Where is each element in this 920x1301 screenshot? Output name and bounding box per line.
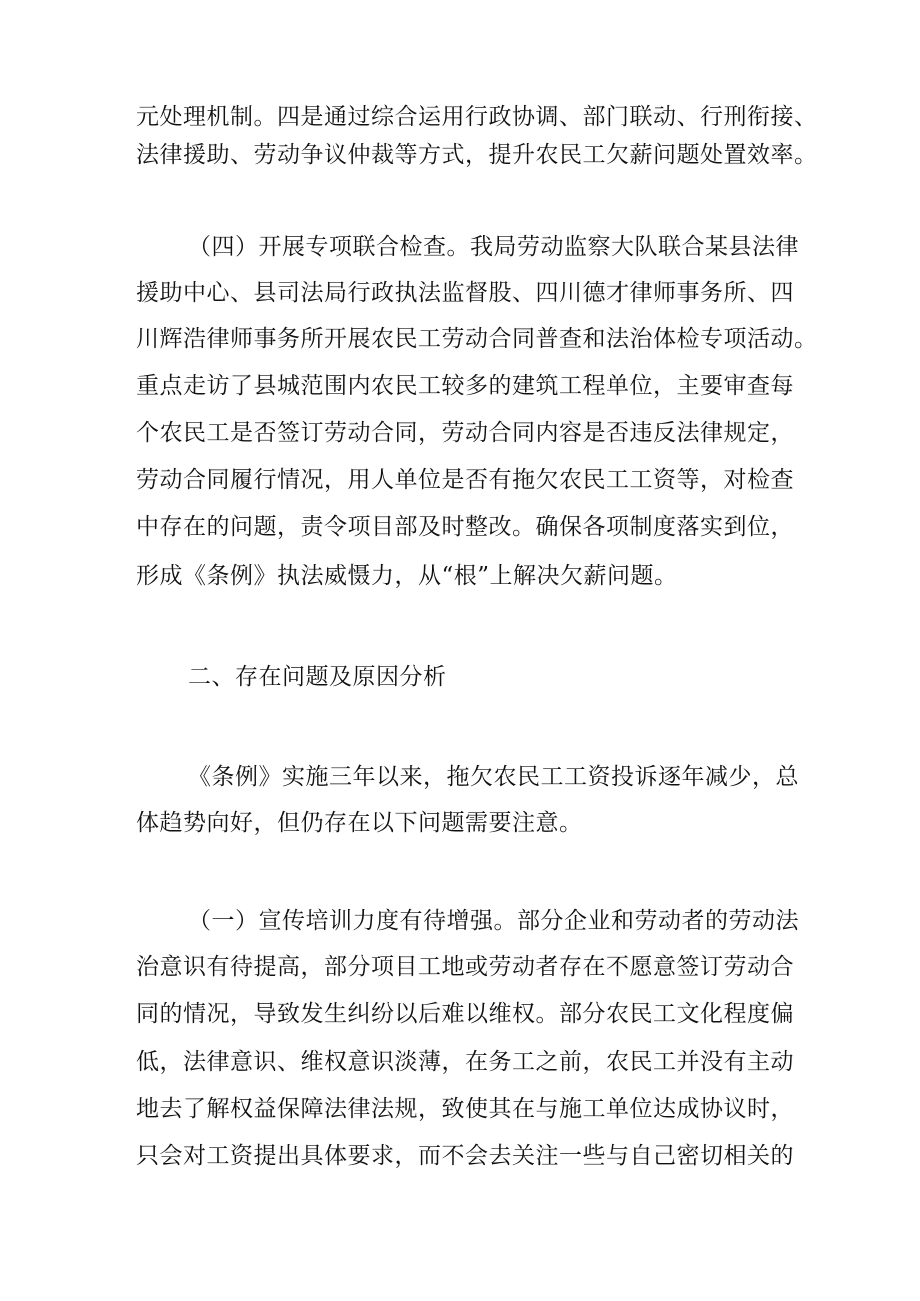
text-line: 个农民工是否签订劳动合同，劳动合同内容是否违反法律规定， bbox=[136, 420, 794, 446]
text-line: 形成《条例》执法威慑力，从“根”上解决欠薪问题。 bbox=[136, 563, 678, 589]
text-line: 治意识有待提高，部分项目工地或劳动者存在不愿意签订劳动合 bbox=[136, 954, 794, 980]
text-line: 元处理机制。四是通过综合运用行政协调、部门联动、行刑衔接、 bbox=[136, 104, 818, 130]
text-line: 《条例》实施三年以来，拖欠农民工工资投诉逐年减少，总 bbox=[188, 764, 799, 790]
text-line: 同的情况，导致发生纠纷以后难以维权。部分农民工文化程度偏 bbox=[136, 1001, 794, 1027]
text-line: 体趋势向好，但仍存在以下问题需要注意。 bbox=[136, 810, 583, 836]
text-line: 地去了解权益保障法律法规，致使其在与施工单位达成协议时， bbox=[136, 1096, 794, 1122]
text-line: 中存在的问题，责令项目部及时整改。确保各项制度落实到位， bbox=[136, 514, 794, 540]
text-line: （四）开展专项联合检查。我局劳动监察大队联合某县法律 bbox=[188, 234, 799, 260]
text-line: 只会对工资提出具体要求，而不会去关注一些与自己密切相关的 bbox=[136, 1143, 794, 1169]
text-line: 川辉浩律师事务所开展农民工劳动合同普查和法治体检专项活动。 bbox=[136, 326, 818, 352]
text-line: （一）宣传培训力度有待增强。部分企业和劳动者的劳动法 bbox=[188, 908, 799, 934]
text-line: 重点走访了县城范围内农民工较多的建筑工程单位，主要审查每 bbox=[136, 373, 794, 399]
section-heading: 二、存在问题及原因分析 bbox=[188, 664, 447, 690]
text-line: 法律援助、劳动争议仲裁等方式，提升农民工欠薪问题处置效率。 bbox=[136, 142, 818, 168]
text-line: 劳动合同履行情况，用人单位是否有拖欠农民工工资等，对检查 bbox=[136, 467, 794, 493]
text-line: 低，法律意识、维权意识淡薄，在务工之前，农民工并没有主动 bbox=[136, 1049, 794, 1075]
text-line: 援助中心、县司法局行政执法监督股、四川德才律师事务所、四 bbox=[136, 280, 794, 306]
